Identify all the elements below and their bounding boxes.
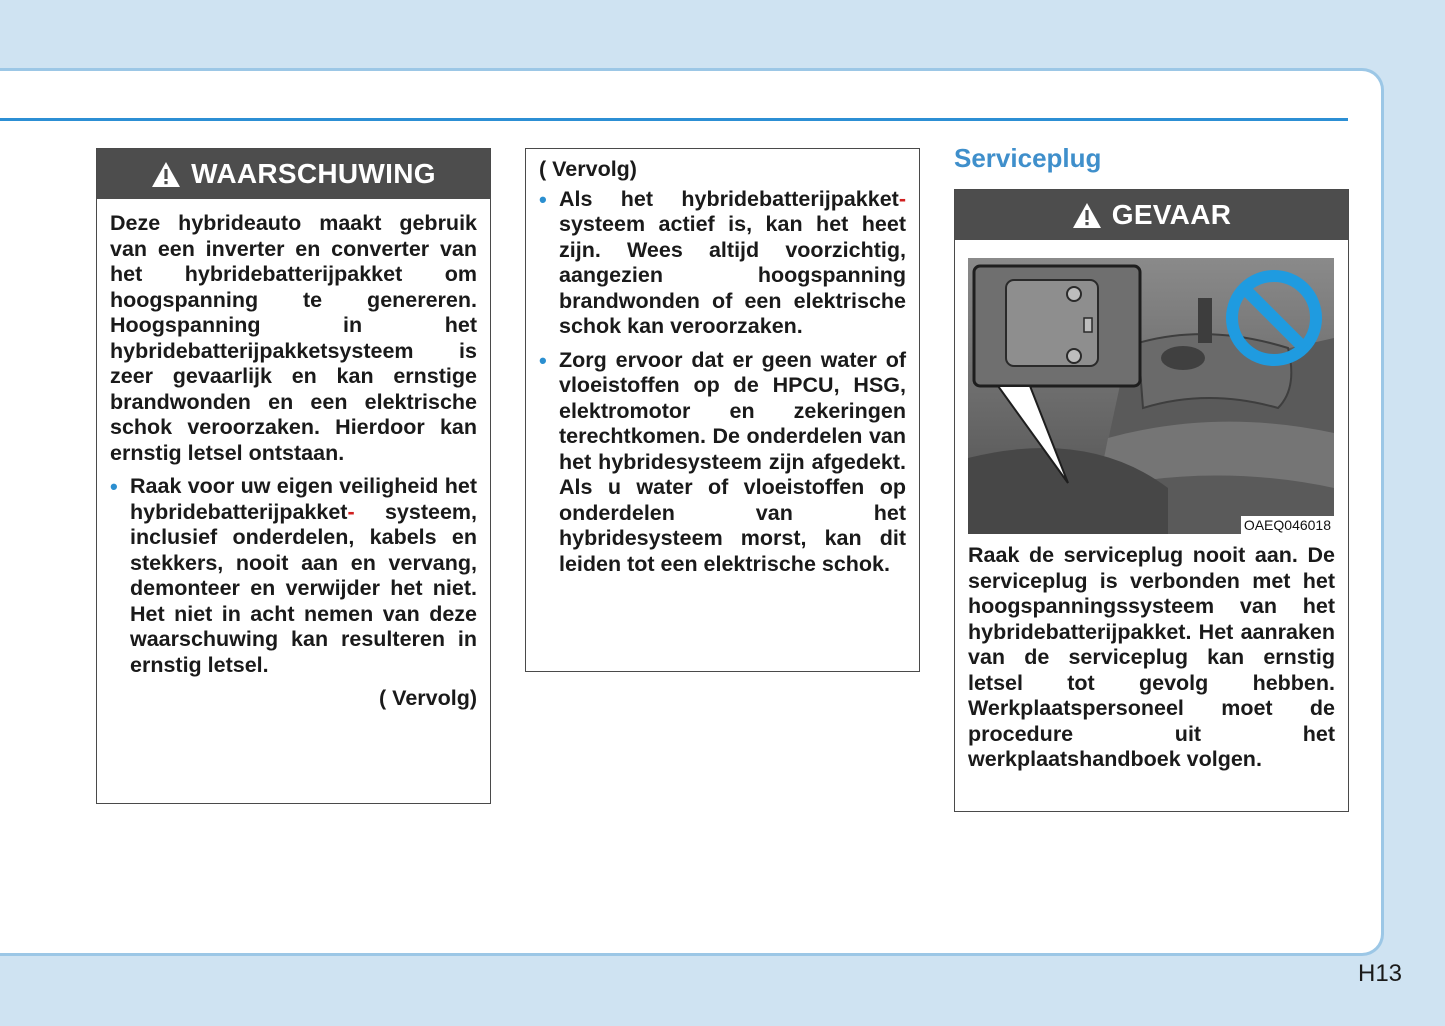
warning-paragraph: Deze hybrideauto maakt gebruik van een inverter en converter van het hybridebatterijpakket om hoogspanning te genereren. Hoogspanning in het hybridebatterijpakketsysteem is zeer gevaarlijk en kan ernstige brandwonden en een elektrische schok veroorzaken. Hierdoor kan ernstig letsel ontstaan.: [110, 211, 477, 465]
warning-title: WAARSCHUWING: [191, 158, 436, 189]
warning-bullet-list: [110, 474, 477, 678]
image-code: OAEQ046018: [1241, 516, 1334, 534]
danger-title: GEVAAR: [1111, 199, 1232, 230]
continued-title: ( Vervolg): [539, 157, 637, 181]
page-number: H13: [1358, 960, 1403, 987]
warning-header: [97, 149, 490, 199]
rear-seat-drawing: [968, 258, 1334, 534]
continued-bullet: • Als het hybridebatterijpakket- systeem actief is, kan het heet zijn. Wees altijd voorzichtig, aangezien hoogspanning brandwonden of een elektrische schok kan veroorzaken.: [539, 187, 906, 340]
continued-label: ( Vervolg): [379, 686, 477, 710]
danger-paragraph: Raak de serviceplug nooit aan. De serviceplug is verbonden met het hoogspanningssysteem van het hybridebatterijpakket. Het aanraken van de serviceplug kan ernstig letsel tot gevolg hebben. Werkplaatspersoneel moet de procedure uit het werkplaatshandboek volgen.: [968, 543, 1335, 771]
continued-box: [525, 148, 920, 672]
continued-bullet-list: [539, 187, 906, 578]
warning-bullet: • Raak voor uw eigen veiligheid het hybridebatterijpakket- systeem, inclusief onderdelen, kabels en stekkers, nooit aan en vervang, demonteer en verwijder het niet. Het niet in acht nemen van deze waarschuwing kan resulteren in ernstig letsel.: [110, 474, 477, 678]
header-rule: [0, 118, 1348, 121]
danger-header: [955, 190, 1348, 240]
warning-triangle-icon: [151, 161, 181, 188]
service-plug-illustration: [968, 258, 1334, 534]
continued-bullet: • Zorg ervoor dat er geen water of vloeistoffen op de HPCU, HSG, elektromotor en zekeringen terechtkomen. De onderdelen van het hybridesysteem zijn afgedekt. Als u water of vloeistoffen op onderdelen van het hybridesysteem morst, kan dit leiden tot een elektrische schok.: [539, 348, 906, 578]
warning-box: [96, 148, 491, 804]
section-heading: Serviceplug: [954, 143, 1102, 173]
warning-triangle-icon: [1072, 202, 1102, 229]
hyphen-mark: -: [347, 499, 355, 524]
hyphen-mark: -: [898, 186, 906, 211]
